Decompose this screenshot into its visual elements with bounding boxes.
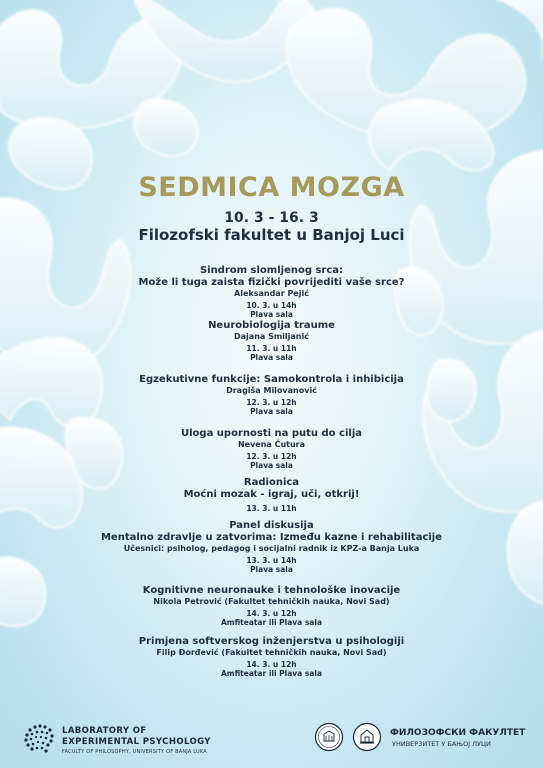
lab-name-line1: LABORATORY OF bbox=[62, 726, 147, 736]
event-title: Kognitivne neuronauke i tehnološke inovacije bbox=[142, 585, 401, 596]
faculty-seal-icon bbox=[352, 722, 382, 752]
event-title: Neurobiologija traume bbox=[208, 320, 335, 331]
event-dates: 10. 3 - 16. 3 bbox=[224, 210, 319, 226]
event-place: Amfiteatar ili Plava sala bbox=[220, 669, 323, 678]
event-speaker: Nikola Petrović (Fakultet tehničkih nauka, Novi Sad) bbox=[153, 597, 390, 606]
event-speaker: Nevena Čutura bbox=[237, 440, 306, 449]
event-place: Amfiteatar ili Plava sala bbox=[220, 618, 323, 627]
event-title: Uloga upornosti na putu do cilja bbox=[181, 428, 362, 439]
event-speaker: Aleksandar Pejić bbox=[234, 289, 309, 298]
event-subtitle: Moćni mozak - igraj, uči, otkrij! bbox=[183, 489, 360, 500]
event-title: Primjena softverskog inženjerstva u psihologiji bbox=[138, 636, 405, 647]
event-title: Radionica bbox=[243, 477, 300, 488]
event-title: Egzekutivne funkcije: Samokontrola i inhibicija bbox=[139, 374, 404, 385]
event-place: Plava sala bbox=[250, 310, 293, 319]
event-time: 10. 3. u 14h bbox=[246, 301, 297, 310]
event-time: 13. 3. u 14h bbox=[246, 556, 297, 565]
event-place: Plava sala bbox=[250, 565, 293, 574]
event-item bbox=[0, 520, 543, 574]
event-item bbox=[0, 477, 543, 513]
event-time: 13. 3. u 11h bbox=[246, 504, 297, 513]
event-time: 11. 3. u 11h bbox=[246, 344, 297, 353]
lab-name-line2: EXPERIMENTAL PSYCHOLOGY bbox=[62, 737, 211, 747]
event-speaker: Dragiša Milovanović bbox=[226, 386, 317, 395]
event-subtitle: Može li tuga zaista fizički povrijediti vaše srce? bbox=[138, 277, 405, 288]
event-speaker: Učesnici: psiholog, pedagog i socijalni radnik iz KPZ-a Banja Luka bbox=[123, 544, 420, 553]
event-item bbox=[0, 374, 543, 416]
event-place: Plava sala bbox=[250, 407, 293, 416]
event-time: 12. 3. u 12h bbox=[246, 452, 297, 461]
event-time: 14. 3. u 12h bbox=[246, 609, 297, 618]
event-item bbox=[0, 428, 543, 470]
university-name: УНИВЕРЗИТЕТ У БАЊОЈ ЛУЦИ bbox=[392, 740, 491, 748]
event-speaker: Filip Đorđević (Fakultet tehničkih nauka, Novi Sad) bbox=[156, 648, 387, 657]
lab-affiliation: FACULTY OF PHILOSOPHY, UNIVERSITY OF BANJA LUKA bbox=[62, 749, 207, 755]
event-time: 12. 3. u 12h bbox=[246, 398, 297, 407]
event-title: Sindrom slomljenog srca: bbox=[199, 265, 344, 276]
poster-title: SEDMICA MOZGA bbox=[138, 172, 405, 203]
event-time: 14. 3. u 12h bbox=[246, 660, 297, 669]
event-item bbox=[0, 320, 543, 362]
university-seal-icon bbox=[314, 722, 344, 752]
event-item bbox=[0, 585, 543, 627]
event-title: Panel diskusija bbox=[229, 520, 314, 531]
faculty-name: ФИЛОЗОФСКИ ФАКУЛТЕТ bbox=[390, 728, 526, 738]
event-speaker: Dajana Smiljanić bbox=[234, 332, 309, 341]
event-item bbox=[0, 265, 543, 319]
event-subtitle: Mentalno zdravlje u zatvorima: Između kazne i rehabilitacije bbox=[100, 532, 443, 543]
event-place: Plava sala bbox=[250, 461, 293, 470]
event-item bbox=[0, 636, 543, 678]
lab-branding bbox=[22, 720, 262, 760]
brain-logo-icon bbox=[22, 720, 58, 756]
event-venue: Filozofski fakultet u Banjoj Luci bbox=[138, 226, 405, 244]
event-place: Plava sala bbox=[250, 353, 293, 362]
